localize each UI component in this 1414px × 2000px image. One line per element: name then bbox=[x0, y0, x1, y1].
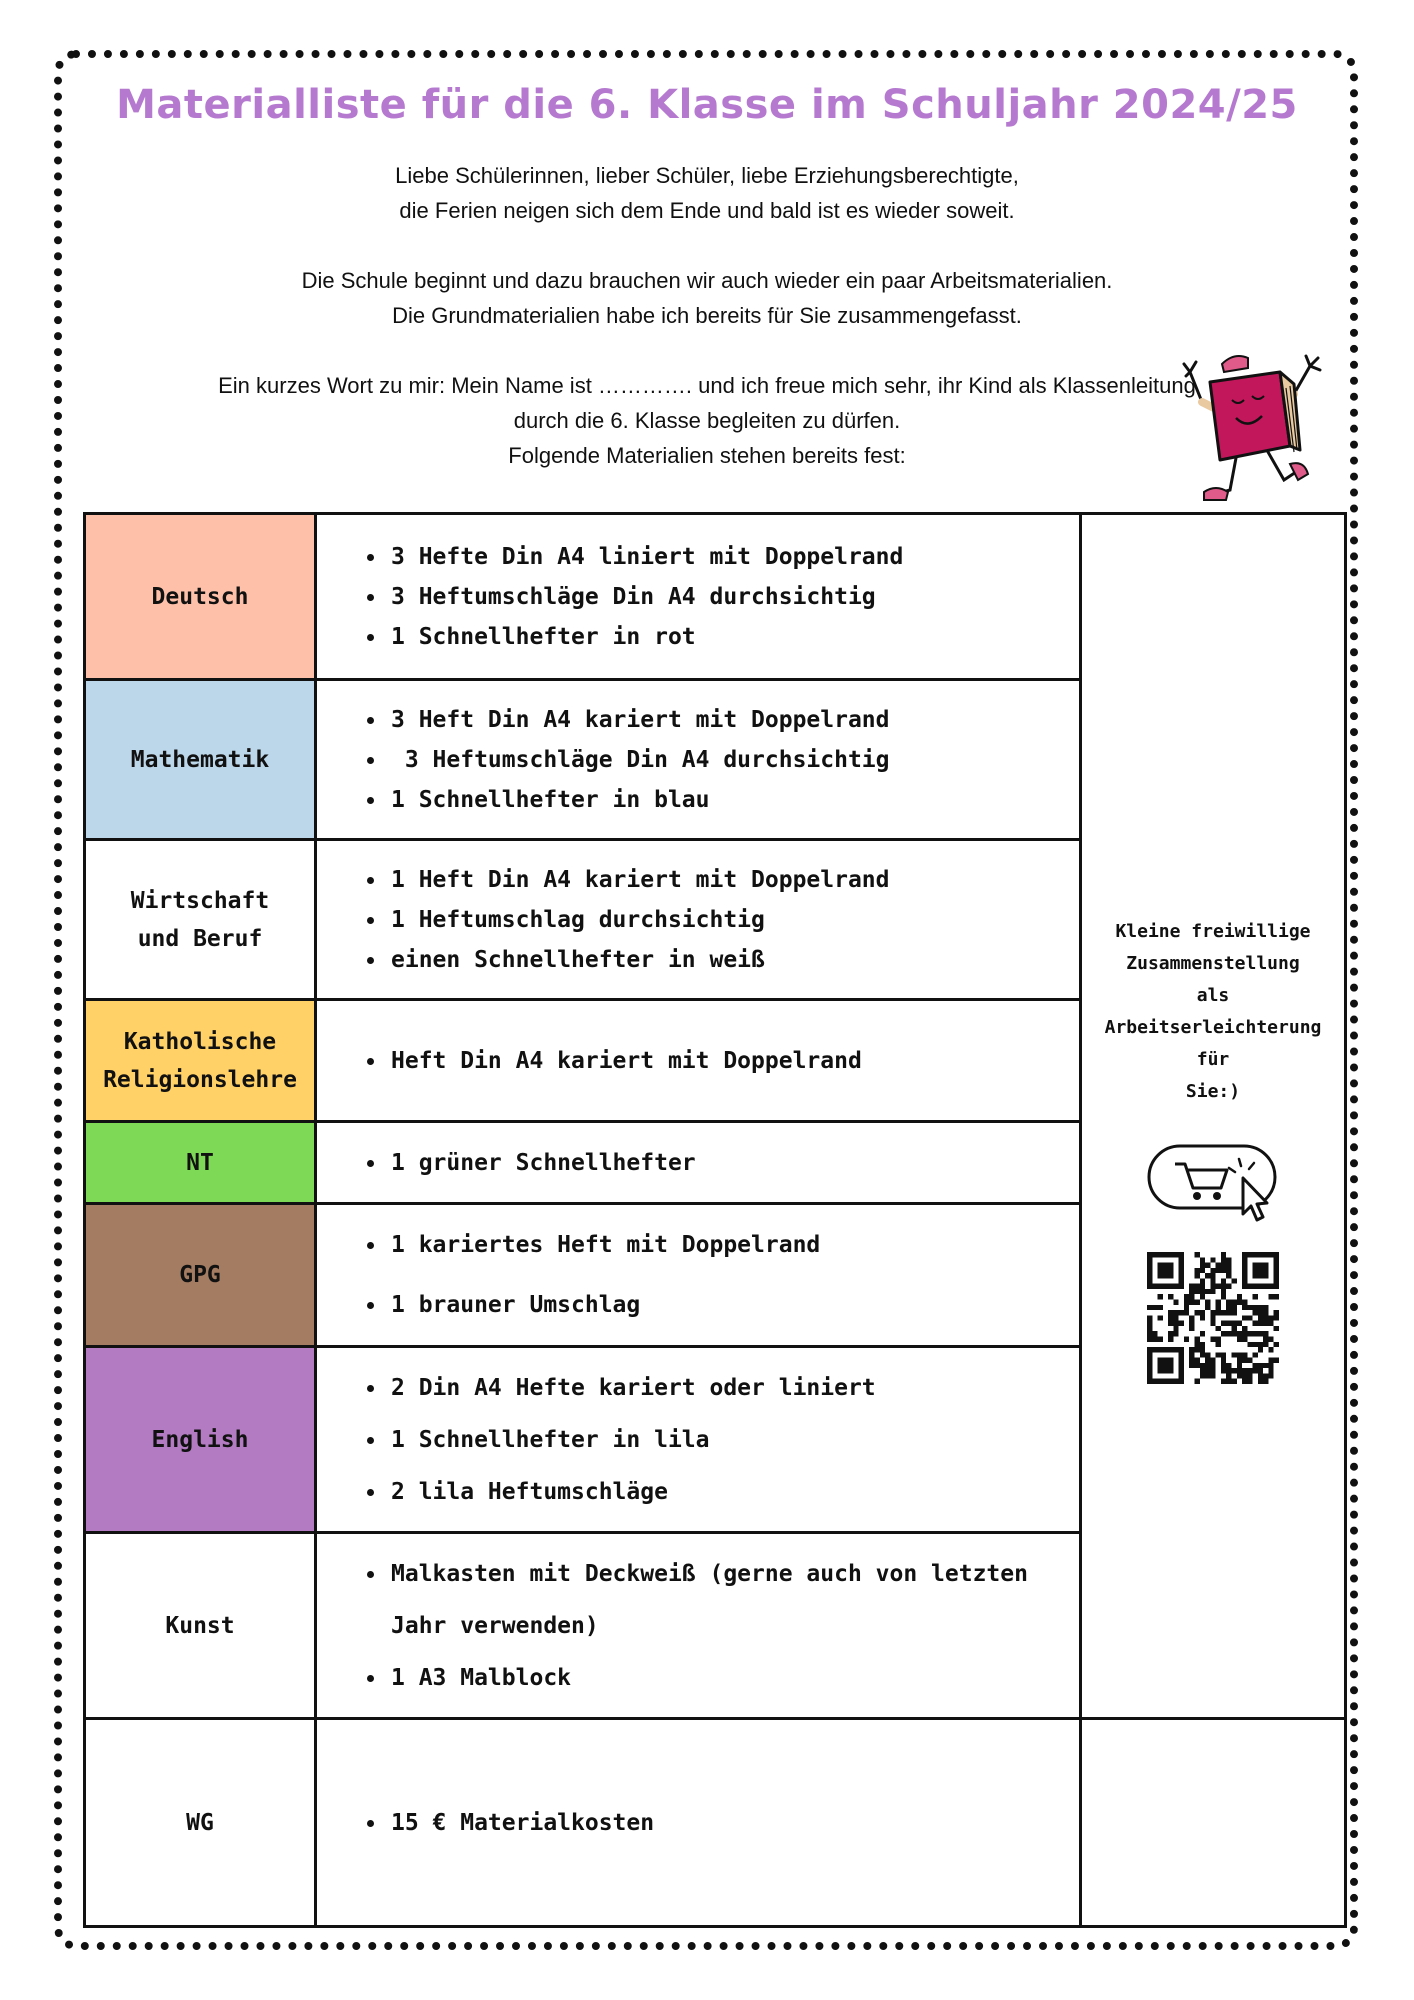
page-title: Materialliste für die 6. Klasse im Schuljahr 2024/25 bbox=[116, 82, 1298, 128]
subject-cell: Deutsch bbox=[85, 514, 316, 680]
subject-cell bbox=[85, 840, 316, 1000]
list-item: • 2 Din A4 Hefte kariert oder liniert bbox=[387, 1362, 1079, 1414]
subject-cell: NT bbox=[85, 1122, 316, 1204]
items-cell bbox=[316, 680, 1081, 840]
list-item: • 1 A3 Malblock bbox=[387, 1652, 1029, 1704]
list-item: • 3 Heft Din A4 kariert mit Doppelrand bbox=[387, 700, 1079, 740]
subject-line: Religionslehre bbox=[103, 1066, 297, 1093]
list-item: • 3 Heftumschläge Din A4 durchsichtig bbox=[387, 740, 1079, 780]
list-item: • 1 Heftumschlag durchsichtig bbox=[387, 900, 1079, 940]
list-item: • 1 Heft Din A4 kariert mit Doppelrand bbox=[387, 860, 1079, 900]
shopping-cart-icon[interactable] bbox=[1145, 1142, 1281, 1234]
items-cell bbox=[316, 1204, 1081, 1347]
empty-side-cell bbox=[1081, 1719, 1346, 1927]
list-item: • einen Schnellhefter in weiß bbox=[387, 940, 1079, 980]
subject-line: und Beruf bbox=[137, 925, 263, 952]
items-cell bbox=[316, 514, 1081, 680]
list-item: • 2 lila Heftumschläge bbox=[387, 1466, 1079, 1518]
side-note: Kleine freiwillige Zusammenstellung als Arbeitserleichterung für Sie:) bbox=[1104, 921, 1322, 1102]
intro-line-6: durch die 6. Klasse begleiten zu dürfen. bbox=[513, 408, 901, 433]
subject-cell: English bbox=[85, 1347, 316, 1533]
subject-cell bbox=[85, 1000, 316, 1122]
table-row bbox=[85, 1719, 1346, 1927]
table-row bbox=[85, 514, 1346, 680]
intro-line-5: Ein kurzes Wort zu mir: Mein Name ist …………. und ich freue mich sehr, ihr Kind als Klassenleitung bbox=[218, 373, 1196, 398]
subject-cell: Kunst bbox=[85, 1533, 316, 1719]
items-cell bbox=[316, 840, 1081, 1000]
materials-table bbox=[83, 512, 1347, 1928]
subject-line: Wirtschaft bbox=[130, 887, 270, 914]
intro-line-7: Folgende Materialien stehen bereits fest: bbox=[508, 443, 906, 468]
book-mascot-illustration bbox=[1182, 342, 1332, 512]
qr-code-icon[interactable] bbox=[1147, 1252, 1279, 1384]
list-item: • 1 Schnellhefter in lila bbox=[387, 1414, 1079, 1466]
intro-line-3: Die Schule beginnt und dazu brauchen wir auch wieder ein paar Arbeitsmaterialien. bbox=[301, 268, 1113, 293]
list-item: • 1 Schnellhefter in rot bbox=[387, 617, 1079, 657]
items-cell bbox=[316, 1719, 1081, 1927]
subject-cell: Mathematik bbox=[85, 680, 316, 840]
list-item: • 3 Hefte Din A4 liniert mit Doppelrand bbox=[387, 537, 1079, 577]
items-cell bbox=[316, 1533, 1081, 1719]
list-item: • 1 kariertes Heft mit Doppelrand bbox=[387, 1215, 1079, 1275]
subject-cell: GPG bbox=[85, 1204, 316, 1347]
intro-line-4: Die Grundmaterialien habe ich bereits für Sie zusammengefasst. bbox=[392, 303, 1022, 328]
items-cell bbox=[316, 1000, 1081, 1122]
items-cell bbox=[316, 1122, 1081, 1204]
intro-line-2: die Ferien neigen sich dem Ende und bald ist es wieder soweit. bbox=[399, 198, 1015, 223]
subject-cell: WG bbox=[85, 1719, 316, 1927]
items-cell bbox=[316, 1347, 1081, 1533]
side-info-cell bbox=[1081, 514, 1346, 1719]
subject-line: Katholische bbox=[123, 1028, 277, 1055]
list-item: • Heft Din A4 kariert mit Doppelrand bbox=[387, 1041, 1079, 1081]
list-item: • 15 € Materialkosten bbox=[387, 1803, 1079, 1843]
list-item: • 1 brauner Umschlag bbox=[387, 1275, 1079, 1335]
list-item: • 3 Heftumschläge Din A4 durchsichtig bbox=[387, 577, 1079, 617]
intro-line-1: Liebe Schülerinnen, lieber Schüler, liebe Erziehungsberechtigte, bbox=[395, 163, 1019, 188]
list-item: • 1 grüner Schnellhefter bbox=[387, 1143, 1079, 1183]
list-item: • Malkasten mit Deckweiß (gerne auch von letzten Jahr verwenden) bbox=[387, 1548, 1029, 1652]
list-item: • 1 Schnellhefter in blau bbox=[387, 780, 1079, 820]
